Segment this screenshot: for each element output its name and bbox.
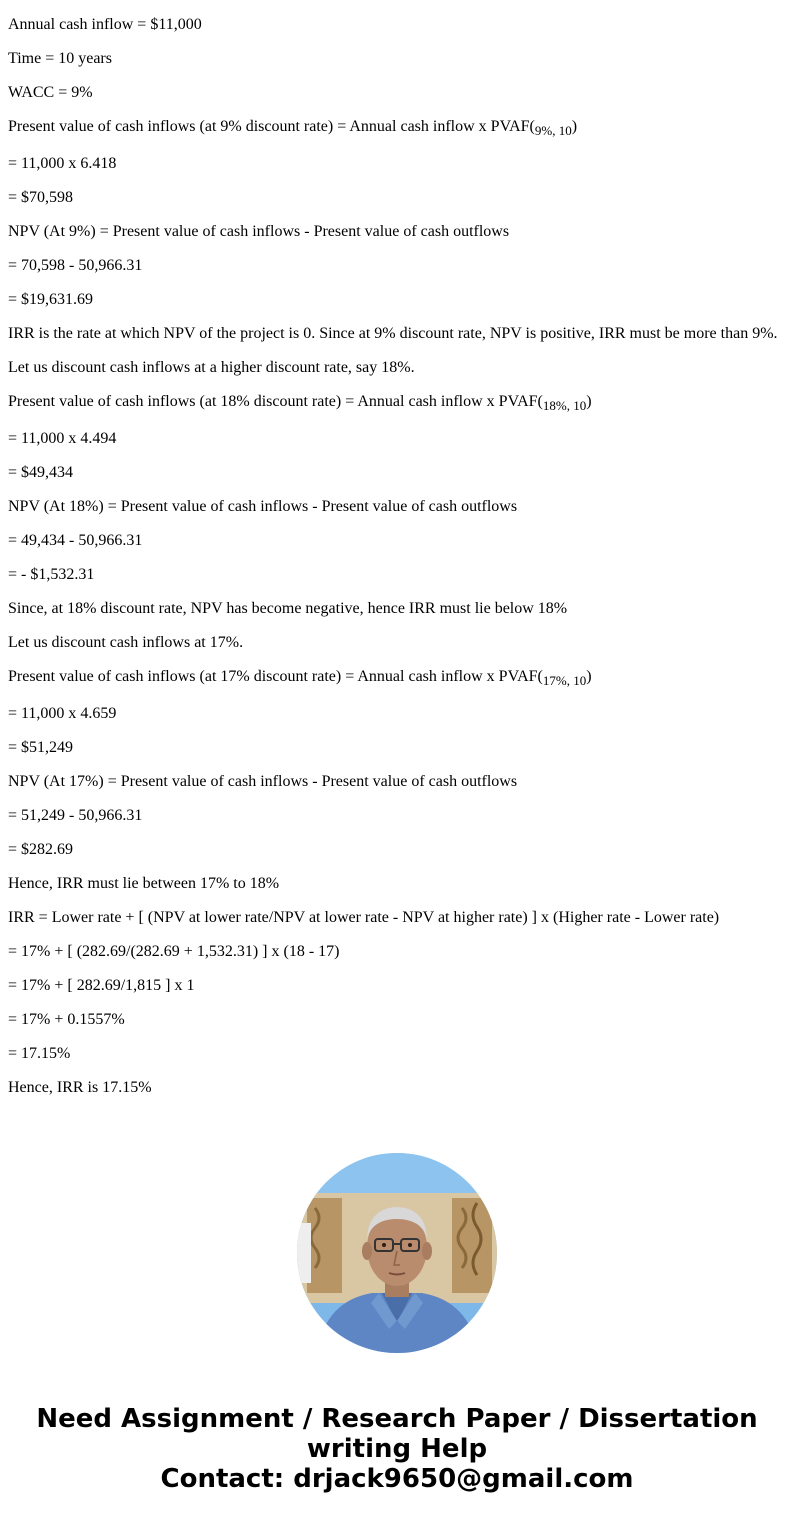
solution-line: Present value of cash inflows (at 9% discount rate) = Annual cash inflow x $PVAF(_{9\%, 10})$: [8, 118, 578, 138]
solution-line: = 49,434 - 50,966.31: [8, 532, 143, 549]
solution-line: = 11,000 x 4.659: [8, 705, 117, 722]
solution-line: NPV (At 17%) = Present value of cash inflows - Present value of cash outflows: [8, 773, 518, 790]
solution-body: [8, 0, 788, 1113]
solution-line: Present value of cash inflows (at 17% discount rate) = Annual cash inflow x $PVAF(_{17\%, 10})$: [8, 668, 592, 688]
solution-line: = 11,000 x 4.494: [8, 430, 117, 447]
solution-line: = $70,598: [8, 189, 74, 206]
solution-line: = $49,434: [8, 464, 74, 481]
solution-line: NPV (At 9%) = Present value of cash inflows - Present value of cash outflows: [8, 223, 510, 240]
solution-line: = $19,631.69: [8, 291, 94, 308]
solution-line: IRR = Lower rate + [ (NPV at lower rate/NPV at lower rate - NPV at higher rate) ] x (Higher rate - Lower rate): [8, 909, 720, 926]
solution-line: Time = 10 years: [8, 50, 112, 67]
solution-line: NPV (At 18%) = Present value of cash inflows - Present value of cash outflows: [8, 498, 518, 515]
solution-line: Hence, IRR must lie between 17% to 18%: [8, 875, 280, 892]
solution-line: = 17% + 0.1557%: [8, 1011, 125, 1028]
solution-line: = 17% + [ 282.69/1,815 ] x 1: [8, 977, 195, 994]
solution-line: IRR is the rate at which NPV of the project is 0. Since at 9% discount rate, NPV is positive, IRR must be more than 9%.: [8, 325, 778, 342]
solution-line: Let us discount cash inflows at a higher discount rate, say 18%.: [8, 359, 415, 376]
contact-email[interactable]: Contact: drjack9650@gmail.com: [160, 1464, 634, 1494]
solution-line: Annual cash inflow = $11,000: [8, 16, 202, 33]
solution-line: Present value of cash inflows (at 18% discount rate) = Annual cash inflow x $PVAF(_{18\%, 10})$: [8, 393, 592, 413]
solution-line: Let us discount cash inflows at 17%.: [8, 634, 244, 651]
solution-line: = 17.15%: [8, 1045, 71, 1062]
solution-line: = $282.69: [8, 841, 74, 858]
cta-line: Need Assignment / Research Paper / Dissertation: [36, 1404, 758, 1434]
contact-banner: [0, 1404, 794, 1494]
avatar: [297, 1153, 497, 1353]
solution-line: = 70,598 - 50,966.31: [8, 257, 143, 274]
solution-line: = 11,000 x 6.418: [8, 155, 117, 172]
solution-line: = - $1,532.31: [8, 566, 95, 583]
solution-line: WACC = 9%: [8, 84, 93, 101]
solution-line: = $51,249: [8, 739, 74, 756]
solution-line: Hence, IRR is 17.15%: [8, 1079, 152, 1096]
solution-line: = 51,249 - 50,966.31: [8, 807, 143, 824]
solution-line: = 17% + [ (282.69/(282.69 + 1,532.31) ] x (18 - 17): [8, 943, 340, 960]
cta-line: writing Help: [306, 1434, 488, 1464]
solution-line: Since, at 18% discount rate, NPV has become negative, hence IRR must lie below 18%: [8, 600, 568, 617]
person-portrait-icon: [297, 1153, 497, 1353]
